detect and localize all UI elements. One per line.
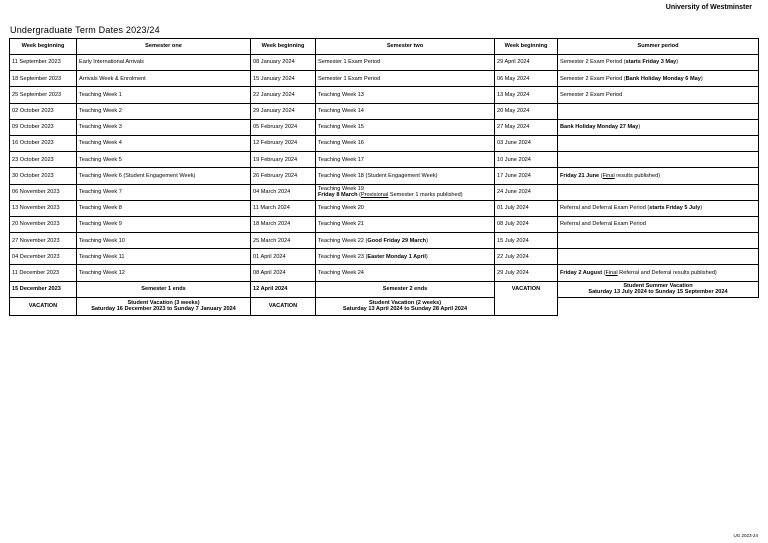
semester1-activity: Teaching Week 4 [77,135,251,151]
semester2-activity: Teaching Week 16 [316,135,495,151]
semester-end-row [10,281,759,297]
table-row [10,103,759,119]
bold-note: Bank Holiday Monday 6 May [625,75,701,82]
semester1-week-date: 18 September 2023 [10,71,77,87]
vacation1-title: Student Vacation (3 weeks) [127,300,200,307]
semester2-activity: Semester 1 Exam Period [316,55,495,71]
summer-week-date: 03 June 2024 [495,135,558,151]
summer-week-date: 20 May 2024 [495,103,558,119]
semester1-end-label: Semester 1 ends [77,281,251,297]
semester2-week-date: 19 February 2024 [251,152,316,168]
column-header: Semester one [77,39,251,55]
summer-activity: Friday 2 August (Final Referral and Deferral results published) [558,265,759,281]
summer-activity: Referral and Deferral Exam Period (starts Friday 5 July) [558,200,759,216]
semester2-activity: Teaching Week 20 [316,200,495,216]
summer-week-date: 29 July 2024 [495,265,558,281]
summer-vacation-dates: Saturday 13 July 2024 to Sunday 15 September 2024 [588,289,728,296]
summer-vacation-title: Student Summer Vacation [623,283,693,290]
semester2-week-date: 04 March 2024 [251,184,316,200]
summer-week-date: 13 May 2024 [495,87,558,103]
table-row [10,55,759,71]
semester2-activity: Teaching Week 19 Friday 8 March (Provisional Semester 1 marks published) [316,184,495,200]
semester2-activity: Teaching Week 13 [316,87,495,103]
semester2-activity: Teaching Week 14 [316,103,495,119]
semester1-activity: Teaching Week 1 [77,87,251,103]
vacation1-dates: Saturday 16 December 2023 to Sunday 7 January 2024 [91,306,236,313]
semester1-activity: Teaching Week 12 [77,265,251,281]
summer-activity [558,135,759,151]
bold-note: Good Friday 29 March [367,237,427,244]
vacation1-label: VACATION [10,297,77,315]
table-row [10,168,759,184]
semester2-week-date: 05 February 2024 [251,119,316,135]
bold-note: Friday 8 March [318,192,358,199]
underlined-word: Final [605,269,618,276]
summer-week-date: 24 June 2024 [495,184,558,200]
semester1-week-date: 11 September 2023 [10,55,77,71]
summer-activity: Referral and Deferral Exam Period [558,216,759,232]
semester2-week-date: 25 March 2024 [251,233,316,249]
summer-week-date: 15 July 2024 [495,233,558,249]
table-body [10,55,759,282]
semester1-week-date: 20 November 2023 [10,216,77,232]
semester2-week-date: 08 April 2024 [251,265,316,281]
summer-vacation-cell [558,281,759,297]
column-header: Week beginning [251,39,316,55]
semester1-activity: Teaching Week 6 (Student Engagement Week) [77,168,251,184]
vacation2-cell [316,297,495,315]
semester2-activity: Teaching Week 15 [316,119,495,135]
semester1-week-date: 25 September 2023 [10,87,77,103]
summer-week-date: 01 July 2024 [495,200,558,216]
bold-note: Easter Monday 1 April [367,253,426,260]
table-row [10,233,759,249]
summer-activity [558,103,759,119]
bold-note: starts Friday 5 July [649,205,701,212]
summer-week-date: 17 June 2024 [495,168,558,184]
summer-activity [558,249,759,265]
summer-week-date: 06 May 2024 [495,71,558,87]
semester1-week-date: 06 November 2023 [10,184,77,200]
table-row [10,265,759,281]
semester2-activity: Teaching Week 21 [316,216,495,232]
semester2-week-date: 22 January 2024 [251,87,316,103]
summer-activity [558,184,759,200]
column-header: Semester two [316,39,495,55]
vacation1-cell [77,297,251,315]
vacation2-dates: Saturday 13 April 2024 to Sunday 28 April 2024 [342,306,468,313]
summer-activity [558,233,759,249]
semester2-activity: Teaching Week 17 [316,152,495,168]
summer-activity: Bank Holiday Monday 27 May) [558,119,759,135]
empty-cell [558,297,759,315]
summer-week-date: 22 July 2024 [495,249,558,265]
table-row [10,119,759,135]
semester1-week-date: 11 December 2023 [10,265,77,281]
semester1-activity: Teaching Week 8 [77,200,251,216]
underlined-word: Final [602,172,615,179]
vacation-row [10,297,759,315]
semester1-week-date: 27 November 2023 [10,233,77,249]
column-header: Week beginning [495,39,558,55]
summer-activity: Semester 2 Exam Period (starts Friday 3 May) [558,55,759,71]
bold-note: Friday 21 June [560,172,600,179]
semester1-activity: Teaching Week 11 [77,249,251,265]
semester1-activity: Arrivals Week & Enrolment [77,71,251,87]
bold-note: Bank Holiday Monday 27 May [560,124,639,131]
semester1-week-date: 13 November 2023 [10,200,77,216]
table-row [10,184,759,200]
table-row [10,200,759,216]
table-row [10,249,759,265]
semester2-week-date: 26 February 2024 [251,168,316,184]
semester1-activity: Teaching Week 7 [77,184,251,200]
summer-activity: Semester 2 Exam Period (Bank Holiday Monday 6 May) [558,71,759,87]
vacation2-label: VACATION [251,297,316,315]
semester2-week-date: 11 March 2024 [251,200,316,216]
semester1-activity: Teaching Week 3 [77,119,251,135]
university-name: University of Westminster [665,4,752,11]
table-row [10,152,759,168]
summer-vacation-label: VACATION [495,281,558,315]
bold-note: Friday 2 August [560,269,603,276]
footer-code: UG 2023-24 [733,533,758,538]
semester1-activity: Teaching Week 9 [77,216,251,232]
summer-activity: Friday 21 June (Final results published) [558,168,759,184]
semester2-week-date: 01 April 2024 [251,249,316,265]
semester2-week-date: 18 March 2024 [251,216,316,232]
table-row [10,216,759,232]
semester1-activity: Early International Arrivals [77,55,251,71]
semester2-activity: Teaching Week 23 (Easter Monday 1 April) [316,249,495,265]
underlined-word: Provisional [360,192,389,199]
semester1-activity: Teaching Week 2 [77,103,251,119]
semester2-activity: Teaching Week 24 [316,265,495,281]
table-row [10,71,759,87]
semester2-activity: Teaching Week 18 (Student Engagement Week) [316,168,495,184]
semester2-activity: Semester 1 Exam Period [316,71,495,87]
summer-activity: Semester 2 Exam Period [558,87,759,103]
term-dates-table [9,38,759,316]
vacation2-title: Student Vacation (2 weeks) [368,300,442,307]
bold-note: starts Friday 3 May [625,59,677,66]
semester1-week-date: 02 October 2023 [10,103,77,119]
table-row [10,135,759,151]
semester1-end-date: 15 December 2023 [10,281,77,297]
summer-week-date: 08 July 2024 [495,216,558,232]
table-row [10,87,759,103]
summer-week-date: 27 May 2024 [495,119,558,135]
semester1-activity: Teaching Week 5 [77,152,251,168]
semester2-week-date: 08 January 2024 [251,55,316,71]
semester1-week-date: 04 December 2023 [10,249,77,265]
column-header: Summer period [558,39,759,55]
semester2-week-date: 15 January 2024 [251,71,316,87]
semester2-week-date: 12 February 2024 [251,135,316,151]
semester2-end-label: Semester 2 ends [316,281,495,297]
table-header-row [10,39,759,55]
semester1-week-date: 23 October 2023 [10,152,77,168]
semester1-activity: Teaching Week 10 [77,233,251,249]
summer-week-date: 10 June 2024 [495,152,558,168]
semester2-week-date: 29 January 2024 [251,103,316,119]
summer-activity [558,152,759,168]
column-header: Week beginning [10,39,77,55]
semester1-week-date: 30 October 2023 [10,168,77,184]
semester2-end-date: 12 April 2024 [251,281,316,297]
semester1-week-date: 16 October 2023 [10,135,77,151]
summer-week-date: 29 April 2024 [495,55,558,71]
page-title: Undergraduate Term Dates 2023/24 [10,25,160,35]
semester2-activity: Teaching Week 22 (Good Friday 29 March) [316,233,495,249]
semester1-week-date: 09 October 2023 [10,119,77,135]
